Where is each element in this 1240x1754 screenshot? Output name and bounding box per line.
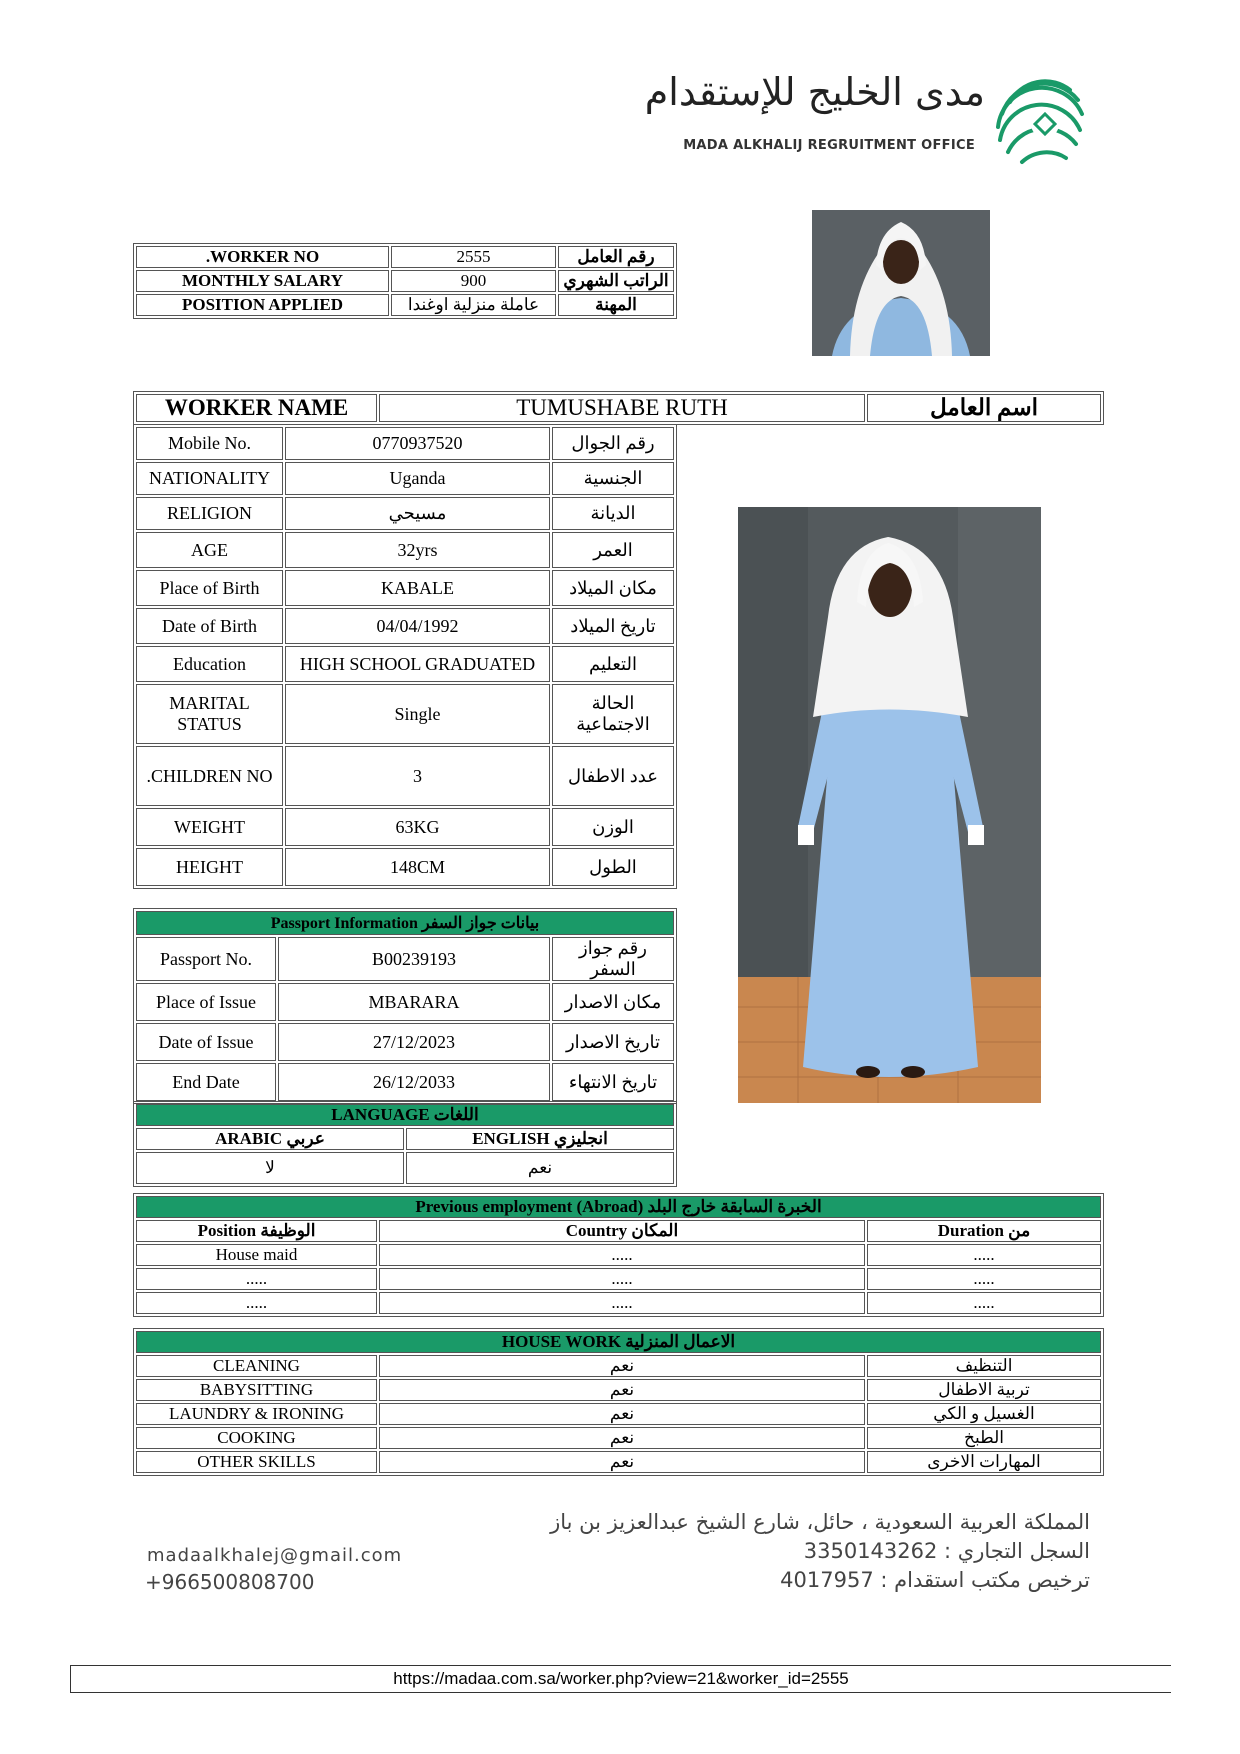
company-logo <box>644 70 1090 170</box>
detail-label: AGE <box>136 532 283 568</box>
employment-cell: ..... <box>379 1268 865 1290</box>
detail-label: Place of Birth <box>136 570 283 606</box>
employment-table <box>133 1193 1104 1317</box>
housework-skill: LAUNDRY & IRONING <box>136 1403 377 1425</box>
employment-header-country: Country المكان <box>379 1220 865 1242</box>
detail-row-age <box>136 532 674 568</box>
table-row <box>136 1268 1101 1290</box>
employment-cell: ..... <box>379 1244 865 1266</box>
detail-row-nationality <box>136 462 674 495</box>
housework-value: نعم <box>379 1403 865 1425</box>
detail-label-ar: الحالة الاجتماعية <box>552 684 674 744</box>
passport-label: End Date <box>136 1063 276 1101</box>
passport-label-ar: تاريخ الاصدار <box>552 1023 674 1061</box>
housework-table <box>133 1328 1104 1476</box>
detail-value: HIGH SCHOOL GRADUATED <box>285 646 550 682</box>
logo-english-text: MADA ALKHALIJ REGRUITMENT OFFICE <box>683 138 975 153</box>
detail-value: 63KG <box>285 808 550 846</box>
detail-row-children <box>136 746 674 806</box>
logo-arabic-text: مدى الخليج للإستقدام <box>644 70 985 114</box>
detail-row-place-of-birth <box>136 570 674 606</box>
passport-value: B00239193 <box>278 937 550 981</box>
detail-value: 148CM <box>285 848 550 886</box>
housework-skill-ar: الطبخ <box>867 1427 1101 1449</box>
passport-value: 26/12/2033 <box>278 1063 550 1101</box>
summary-table <box>133 243 677 319</box>
housework-value: نعم <box>379 1355 865 1377</box>
housework-value: نعم <box>379 1427 865 1449</box>
worker-no-label-ar: رقم العامل <box>558 246 674 268</box>
passport-label: Place of Issue <box>136 983 276 1021</box>
detail-value: KABALE <box>285 570 550 606</box>
passport-label: Passport No. <box>136 937 276 981</box>
detail-row-marital-status <box>136 684 674 744</box>
detail-label: .CHILDREN NO <box>136 746 283 806</box>
detail-row-mobile <box>136 427 674 460</box>
housework-skill-ar: التنظيف <box>867 1355 1101 1377</box>
detail-value: 04/04/1992 <box>285 608 550 644</box>
detail-label-ar: التعليم <box>552 646 674 682</box>
detail-label-ar: الجنسية <box>552 462 674 495</box>
table-row <box>136 1355 1101 1377</box>
detail-label: RELIGION <box>136 497 283 530</box>
passport-label-ar: تاريخ الانتهاء <box>552 1063 674 1101</box>
passport-label-ar: رقم جواز السفر <box>552 937 674 981</box>
detail-row-education <box>136 646 674 682</box>
worker-no-value: 2555 <box>391 246 556 268</box>
detail-label: Date of Birth <box>136 608 283 644</box>
language-english-value: نعم <box>406 1152 674 1184</box>
position-applied-label-ar: المهنة <box>558 294 674 316</box>
passport-label: Date of Issue <box>136 1023 276 1061</box>
detail-value: مسيحي <box>285 497 550 530</box>
housework-skill: BABYSITTING <box>136 1379 377 1401</box>
employment-cell: ..... <box>379 1292 865 1314</box>
employment-cell: ..... <box>867 1244 1101 1266</box>
detail-label-ar: الديانة <box>552 497 674 530</box>
detail-label-ar: الطول <box>552 848 674 886</box>
housework-skill-ar: تربية الاطفال <box>867 1379 1101 1401</box>
passport-heading: Passport Information بيانات جواز السفر <box>136 911 674 935</box>
employment-cell: House maid <box>136 1244 377 1266</box>
employment-cell: ..... <box>136 1268 377 1290</box>
housework-skill-ar: الغسيل و الكي <box>867 1403 1101 1425</box>
housework-value: نعم <box>379 1379 865 1401</box>
employment-header-position: Position الوظيفة <box>136 1220 377 1242</box>
housework-skill: OTHER SKILLS <box>136 1451 377 1473</box>
footer-url-box <box>70 1665 1171 1693</box>
detail-value: Uganda <box>285 462 550 495</box>
passport-label-ar: مكان الاصدار <box>552 983 674 1021</box>
employment-cell: ..... <box>867 1292 1101 1314</box>
detail-label: Mobile No. <box>136 427 283 460</box>
detail-row-height <box>136 848 674 886</box>
housework-heading: HOUSE WORK الاعمال المنزلية <box>136 1331 1101 1353</box>
employment-header-duration: Duration من <box>867 1220 1101 1242</box>
detail-label: NATIONALITY <box>136 462 283 495</box>
worker-name-label-ar: اسم العامل <box>867 394 1101 422</box>
detail-label-ar: مكان الميلاد <box>552 570 674 606</box>
monthly-salary-value: 900 <box>391 270 556 292</box>
detail-value: 3 <box>285 746 550 806</box>
footer-address: المملكة العربية السعودية ، حائل، شارع الشيخ عبدالعزيز بن باز <box>550 1510 1090 1534</box>
detail-label-ar: عدد الاطفال <box>552 746 674 806</box>
table-row <box>136 1451 1101 1473</box>
detail-label: HEIGHT <box>136 848 283 886</box>
logo-emblem-icon <box>990 72 1090 167</box>
footer-license: ترخيص مكتب استقدام : 4017957 <box>780 1568 1090 1592</box>
passport-value: MBARARA <box>278 983 550 1021</box>
detail-label-ar: تاريخ الميلاد <box>552 608 674 644</box>
employment-cell: ..... <box>867 1268 1101 1290</box>
position-applied-label: POSITION APPLIED <box>136 294 389 316</box>
worker-no-label: .WORKER NO <box>136 246 389 268</box>
language-heading: LANGUAGE اللغات <box>136 1104 674 1126</box>
language-arabic-label: ARABIC عربي <box>136 1128 404 1150</box>
employment-cell: ..... <box>136 1292 377 1314</box>
detail-row-date-of-birth <box>136 608 674 644</box>
monthly-salary-label: MONTHLY SALARY <box>136 270 389 292</box>
footer-url: https://madaa.com.sa/worker.php?view=21&worker_id=2555 <box>393 1669 849 1688</box>
detail-label-ar: الوزن <box>552 808 674 846</box>
table-row <box>136 1292 1101 1314</box>
monthly-salary-label-ar: الراتب الشهري <box>558 270 674 292</box>
footer-phone: +966500808700 <box>145 1570 315 1594</box>
position-applied-value: عاملة منزلية اوغندا <box>391 294 556 316</box>
table-row <box>136 1427 1101 1449</box>
detail-value: 0770937520 <box>285 427 550 460</box>
employment-heading: Previous employment (Abroad) الخبرة السابقة خارج البلد <box>136 1196 1101 1218</box>
detail-row-religion <box>136 497 674 530</box>
housework-skill: CLEANING <box>136 1355 377 1377</box>
language-arabic-value: لا <box>136 1152 404 1184</box>
passport-value: 27/12/2023 <box>278 1023 550 1061</box>
worker-name-table <box>133 391 1104 425</box>
table-row <box>136 1379 1101 1401</box>
detail-label-ar: العمر <box>552 532 674 568</box>
language-english-label: ENGLISH انجليزي <box>406 1128 674 1150</box>
detail-label: Education <box>136 646 283 682</box>
worker-full-body-photo <box>738 507 1041 1103</box>
detail-value: 32yrs <box>285 532 550 568</box>
housework-value: نعم <box>379 1451 865 1473</box>
footer-commercial-register: السجل التجاري : 3350143262 <box>803 1539 1090 1563</box>
footer-email: madaalkhalej@gmail.com <box>147 1545 403 1566</box>
language-table <box>133 1101 677 1187</box>
detail-row-weight <box>136 808 674 846</box>
worker-name-value: TUMUSHABE RUTH <box>379 394 865 422</box>
worker-portrait-photo <box>812 210 990 356</box>
detail-label: MARITAL STATUS <box>136 684 283 744</box>
details-table <box>133 424 677 889</box>
passport-table <box>133 908 677 1104</box>
detail-label-ar: رقم الجوال <box>552 427 674 460</box>
table-row <box>136 1403 1101 1425</box>
housework-skill: COOKING <box>136 1427 377 1449</box>
detail-label: WEIGHT <box>136 808 283 846</box>
detail-value: Single <box>285 684 550 744</box>
housework-skill-ar: المهارات الاخرى <box>867 1451 1101 1473</box>
worker-name-label: WORKER NAME <box>136 394 377 422</box>
table-row <box>136 1244 1101 1266</box>
